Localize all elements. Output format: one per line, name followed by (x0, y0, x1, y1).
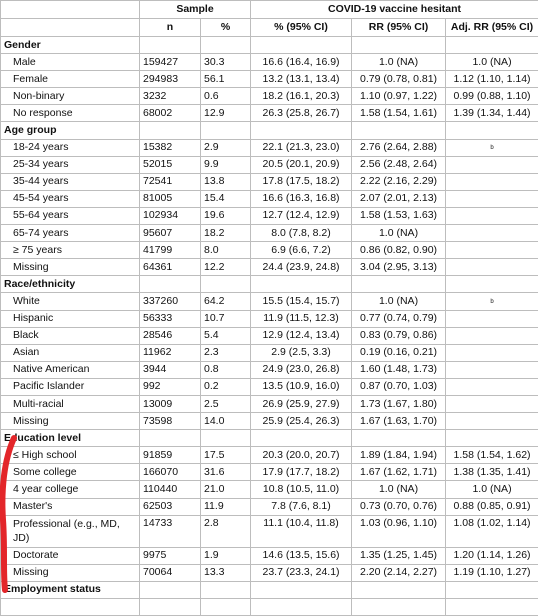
row-label: Doctorate (1, 547, 140, 564)
row-label: Missing (1, 564, 140, 581)
row-label: 4 year college (1, 481, 140, 498)
cell-ci: 11.1 (10.4, 11.8) (251, 515, 352, 547)
cell-pct: 9.9 (201, 156, 251, 173)
cell-n: 15382 (140, 139, 201, 156)
row-label: Native American (1, 361, 140, 378)
cell-pct: 14.0 (201, 413, 251, 430)
cell-n: 11962 (140, 344, 201, 361)
cell-n: 70064 (140, 564, 201, 581)
section-title: Education level (1, 430, 140, 447)
cell-n: 14733 (140, 515, 201, 547)
cell-adj-rr: 0.99 (0.88, 1.10) (446, 88, 538, 105)
table-row (1, 413, 538, 430)
row-label: Male (1, 54, 140, 71)
row-label: Professional (e.g., MD, JD) (1, 515, 140, 547)
cell-pct: 5.4 (201, 327, 251, 344)
section-empty-cell (140, 276, 201, 293)
table-row (1, 259, 538, 276)
cell-rr: 1.0 (NA) (352, 225, 446, 242)
row-label: Non-binary (1, 88, 140, 105)
cell-pct: 15.4 (201, 190, 251, 207)
cell-rr: 1.67 (1.62, 1.71) (352, 464, 446, 481)
cell-n: 337260 (140, 293, 201, 310)
row-label: White (1, 293, 140, 310)
cell-rr: 2.56 (2.48, 2.64) (352, 156, 446, 173)
row-label (1, 598, 140, 615)
cell-n: 28546 (140, 327, 201, 344)
cell-adj-rr: 1.19 (1.10, 1.27) (446, 564, 538, 581)
row-label: Female (1, 71, 140, 88)
section-empty-cell (446, 581, 538, 598)
cell-rr: 0.86 (0.82, 0.90) (352, 242, 446, 259)
cell-n: 73598 (140, 413, 201, 430)
header-group-row (1, 1, 538, 19)
row-label: 18-24 years (1, 139, 140, 156)
cell-pct (201, 598, 251, 615)
table-row (1, 395, 538, 412)
header-adj-rr: Adj. RR (95% CI) (446, 19, 538, 37)
cell-adj-rr: 0.88 (0.85, 0.91) (446, 498, 538, 515)
table-row (1, 88, 538, 105)
cell-ci: 7.8 (7.6, 8.1) (251, 498, 352, 515)
header-pct: % (201, 19, 251, 37)
cell-ci: 20.3 (20.0, 20.7) (251, 447, 352, 464)
cell-ci: 14.6 (13.5, 15.6) (251, 547, 352, 564)
section-empty-cell (201, 276, 251, 293)
cell-n: 992 (140, 378, 201, 395)
row-label: Missing (1, 413, 140, 430)
cell-pct: 13.3 (201, 564, 251, 581)
cell-pct: 13.8 (201, 173, 251, 190)
cell-rr: 1.73 (1.67, 1.80) (352, 395, 446, 412)
cell-pct: 31.6 (201, 464, 251, 481)
header-sample: Sample (140, 1, 251, 19)
section-title: Age group (1, 122, 140, 139)
cell-adj-rr (446, 156, 538, 173)
cell-pct: 2.3 (201, 344, 251, 361)
cell-adj-rr (446, 293, 538, 310)
cell-rr: 0.79 (0.78, 0.81) (352, 71, 446, 88)
table-row (1, 464, 538, 481)
section-empty-cell (352, 430, 446, 447)
section-empty-cell (352, 122, 446, 139)
section-empty-cell (140, 122, 201, 139)
cell-rr: 0.77 (0.74, 0.79) (352, 310, 446, 327)
header-blank-cell (1, 19, 140, 37)
cell-pct: 8.0 (201, 242, 251, 259)
table-row (1, 327, 538, 344)
cell-adj-rr (446, 173, 538, 190)
table-row (1, 344, 538, 361)
cell-rr: 2.20 (2.14, 2.27) (352, 564, 446, 581)
cell-ci: 11.9 (11.5, 12.3) (251, 310, 352, 327)
cell-adj-rr: 1.08 (1.02, 1.14) (446, 515, 538, 547)
cell-ci: 10.8 (10.5, 11.0) (251, 481, 352, 498)
row-label: ≤ High school (1, 447, 140, 464)
section-row (1, 430, 538, 447)
section-empty-cell (251, 581, 352, 598)
cell-n: 52015 (140, 156, 201, 173)
row-label: 35-44 years (1, 173, 140, 190)
row-label: 65-74 years (1, 225, 140, 242)
cell-ci: 24.4 (23.9, 24.8) (251, 259, 352, 276)
cell-ci: 8.0 (7.8, 8.2) (251, 225, 352, 242)
cell-n: 81005 (140, 190, 201, 207)
cell-pct: 19.6 (201, 207, 251, 224)
cell-pct: 0.8 (201, 361, 251, 378)
footnote-marker: b (490, 145, 493, 151)
cell-n: 3232 (140, 88, 201, 105)
cell-rr: 2.22 (2.16, 2.29) (352, 173, 446, 190)
cell-rr: 2.76 (2.64, 2.88) (352, 139, 446, 156)
cell-pct: 56.1 (201, 71, 251, 88)
cell-adj-rr (446, 344, 538, 361)
cell-n (140, 598, 201, 615)
cell-ci: 17.8 (17.5, 18.2) (251, 173, 352, 190)
cell-adj-rr (446, 242, 538, 259)
row-label: Hispanic (1, 310, 140, 327)
cell-pct: 10.7 (201, 310, 251, 327)
cell-n: 166070 (140, 464, 201, 481)
cell-adj-rr (446, 259, 538, 276)
cell-adj-rr (446, 413, 538, 430)
section-empty-cell (201, 581, 251, 598)
section-empty-cell (251, 37, 352, 54)
section-empty-cell (251, 276, 352, 293)
table-row (1, 190, 538, 207)
cell-rr: 1.58 (1.53, 1.63) (352, 207, 446, 224)
header-column-row (1, 19, 538, 37)
section-empty-cell (140, 430, 201, 447)
cell-adj-rr (446, 207, 538, 224)
cell-n: 91859 (140, 447, 201, 464)
cell-adj-rr (446, 310, 538, 327)
cell-adj-rr (446, 327, 538, 344)
cell-rr: 1.89 (1.84, 1.94) (352, 447, 446, 464)
section-empty-cell (140, 37, 201, 54)
table-row (1, 378, 538, 395)
cell-adj-rr (446, 225, 538, 242)
cell-rr: 0.73 (0.70, 0.76) (352, 498, 446, 515)
cell-ci: 25.9 (25.4, 26.3) (251, 413, 352, 430)
header-rr: RR (95% CI) (352, 19, 446, 37)
row-label: No response (1, 105, 140, 122)
header-blank-cell (1, 1, 140, 19)
cell-rr: 1.03 (0.96, 1.10) (352, 515, 446, 547)
cell-rr: 1.35 (1.25, 1.45) (352, 547, 446, 564)
cell-n: 102934 (140, 207, 201, 224)
table-row (1, 242, 538, 259)
section-empty-cell (352, 581, 446, 598)
cell-n: 41799 (140, 242, 201, 259)
cell-n: 56333 (140, 310, 201, 327)
section-row (1, 122, 538, 139)
cell-adj-rr (446, 139, 538, 156)
cell-rr: 1.58 (1.54, 1.61) (352, 105, 446, 122)
cell-n: 3944 (140, 361, 201, 378)
row-label: 55-64 years (1, 207, 140, 224)
cell-ci: 18.2 (16.1, 20.3) (251, 88, 352, 105)
section-title: Employment status (1, 581, 140, 598)
cell-rr (352, 598, 446, 615)
section-title: Race/ethnicity (1, 276, 140, 293)
table-row (1, 71, 538, 88)
cell-n: 62503 (140, 498, 201, 515)
cell-rr: 1.60 (1.48, 1.73) (352, 361, 446, 378)
footnote-marker: b (490, 299, 493, 305)
section-empty-cell (446, 430, 538, 447)
table-row (1, 361, 538, 378)
section-empty-cell (352, 276, 446, 293)
cell-n: 68002 (140, 105, 201, 122)
row-label: 45-54 years (1, 190, 140, 207)
cell-rr: 1.10 (0.97, 1.22) (352, 88, 446, 105)
section-row (1, 581, 538, 598)
cell-ci (251, 598, 352, 615)
table-row (1, 105, 538, 122)
cell-ci: 26.9 (25.9, 27.9) (251, 395, 352, 412)
cell-adj-rr: 1.38 (1.35, 1.41) (446, 464, 538, 481)
table-row (1, 225, 538, 242)
cell-n: 110440 (140, 481, 201, 498)
section-row (1, 37, 538, 54)
cell-pct: 12.9 (201, 105, 251, 122)
section-empty-cell (446, 37, 538, 54)
cell-rr: 1.0 (NA) (352, 293, 446, 310)
row-label: Pacific Islander (1, 378, 140, 395)
section-empty-cell (251, 122, 352, 139)
cell-ci: 13.2 (13.1, 13.4) (251, 71, 352, 88)
table-row (1, 207, 538, 224)
table-row (1, 310, 538, 327)
cell-n: 159427 (140, 54, 201, 71)
section-empty-cell (140, 581, 201, 598)
cell-pct: 0.2 (201, 378, 251, 395)
row-label: 25-34 years (1, 156, 140, 173)
cell-n: 72541 (140, 173, 201, 190)
cell-rr: 1.0 (NA) (352, 481, 446, 498)
row-label: Missing (1, 259, 140, 276)
cell-adj-rr: 1.39 (1.34, 1.44) (446, 105, 538, 122)
cell-ci: 22.1 (21.3, 23.0) (251, 139, 352, 156)
table-row (1, 481, 538, 498)
cell-rr: 0.87 (0.70, 1.03) (352, 378, 446, 395)
table-row (1, 173, 538, 190)
cell-pct: 30.3 (201, 54, 251, 71)
section-empty-cell (446, 122, 538, 139)
cell-ci: 12.7 (12.4, 12.9) (251, 207, 352, 224)
section-row (1, 276, 538, 293)
cell-n: 64361 (140, 259, 201, 276)
table-row (1, 598, 538, 615)
cell-adj-rr (446, 190, 538, 207)
table-row (1, 498, 538, 515)
cell-adj-rr (446, 361, 538, 378)
section-empty-cell (446, 276, 538, 293)
cell-adj-rr: 1.0 (NA) (446, 481, 538, 498)
table-body (1, 37, 538, 616)
header-ci: % (95% CI) (251, 19, 352, 37)
cell-adj-rr: 1.20 (1.14, 1.26) (446, 547, 538, 564)
cell-ci: 12.9 (12.4, 13.4) (251, 327, 352, 344)
cell-ci: 16.6 (16.4, 16.9) (251, 54, 352, 71)
cell-adj-rr: 1.12 (1.10, 1.14) (446, 71, 538, 88)
cell-pct: 17.5 (201, 447, 251, 464)
cell-rr: 0.19 (0.16, 0.21) (352, 344, 446, 361)
cell-adj-rr: 1.0 (NA) (446, 54, 538, 71)
cell-pct: 64.2 (201, 293, 251, 310)
table-row (1, 564, 538, 581)
cell-pct: 2.8 (201, 515, 251, 547)
cell-pct: 12.2 (201, 259, 251, 276)
section-empty-cell (352, 37, 446, 54)
cell-rr: 0.83 (0.79, 0.86) (352, 327, 446, 344)
cell-pct: 11.9 (201, 498, 251, 515)
cell-pct: 18.2 (201, 225, 251, 242)
cell-pct: 0.6 (201, 88, 251, 105)
cell-rr: 1.67 (1.63, 1.70) (352, 413, 446, 430)
cell-pct: 21.0 (201, 481, 251, 498)
header-vaccine-hesitant: COVID-19 vaccine hesitant (251, 1, 538, 19)
cell-rr: 1.0 (NA) (352, 54, 446, 71)
cell-rr: 2.07 (2.01, 2.13) (352, 190, 446, 207)
table-row (1, 515, 538, 547)
row-label: ≥ 75 years (1, 242, 140, 259)
section-empty-cell (201, 430, 251, 447)
cell-pct: 1.9 (201, 547, 251, 564)
cell-ci: 6.9 (6.6, 7.2) (251, 242, 352, 259)
cell-ci: 15.5 (15.4, 15.7) (251, 293, 352, 310)
section-empty-cell (201, 122, 251, 139)
cell-adj-rr (446, 598, 538, 615)
cell-adj-rr: 1.58 (1.54, 1.62) (446, 447, 538, 464)
section-empty-cell (251, 430, 352, 447)
table-row (1, 139, 538, 156)
cell-n: 95607 (140, 225, 201, 242)
cell-ci: 20.5 (20.1, 20.9) (251, 156, 352, 173)
header-n: n (140, 19, 201, 37)
table-row (1, 547, 538, 564)
cell-ci: 16.6 (16.3, 16.8) (251, 190, 352, 207)
cell-adj-rr (446, 378, 538, 395)
cell-ci: 23.7 (23.3, 24.1) (251, 564, 352, 581)
cell-ci: 26.3 (25.8, 26.7) (251, 105, 352, 122)
cell-rr: 3.04 (2.95, 3.13) (352, 259, 446, 276)
table-row (1, 156, 538, 173)
cell-ci: 2.9 (2.5, 3.3) (251, 344, 352, 361)
cell-n: 9975 (140, 547, 201, 564)
row-label: Multi-racial (1, 395, 140, 412)
row-label: Black (1, 327, 140, 344)
cell-ci: 17.9 (17.7, 18.2) (251, 464, 352, 481)
cell-n: 294983 (140, 71, 201, 88)
row-label: Some college (1, 464, 140, 481)
table-row (1, 54, 538, 71)
row-label: Master's (1, 498, 140, 515)
section-title: Gender (1, 37, 140, 54)
cell-ci: 13.5 (10.9, 16.0) (251, 378, 352, 395)
cell-adj-rr (446, 395, 538, 412)
section-empty-cell (201, 37, 251, 54)
cell-pct: 2.5 (201, 395, 251, 412)
cell-pct: 2.9 (201, 139, 251, 156)
cell-ci: 24.9 (23.0, 26.8) (251, 361, 352, 378)
row-label: Asian (1, 344, 140, 361)
cell-n: 13009 (140, 395, 201, 412)
table-row (1, 447, 538, 464)
table-row (1, 293, 538, 310)
